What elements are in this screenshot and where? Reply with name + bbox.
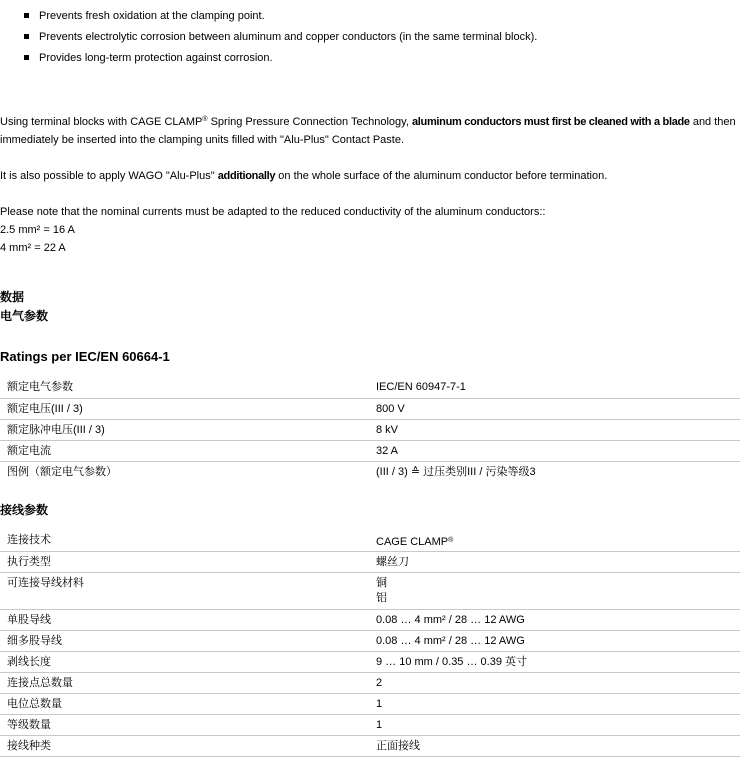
table-row: 接线种类 正面接线 — [0, 735, 740, 756]
connection-heading: 接线参数 — [0, 503, 49, 517]
ratings-table — [0, 377, 740, 482]
table-row: 额定电压(III / 3) 800 V — [0, 398, 740, 419]
nominal-current-note: Please note that the nominal currents must be adapted to the reduced conductivity of the aluminum conductors:: 2.5 mm² = 16 A 4 mm² = 22 A — [0, 206, 546, 254]
table-row: 细多股导线 0.08 … 4 mm² / 28 … 12 AWG — [0, 630, 740, 651]
table-row: 额定脉冲电压(III / 3) 8 kV — [0, 419, 740, 440]
bullet-item: Provides long-term protection against corrosion. — [24, 51, 537, 72]
connection-table — [0, 530, 740, 757]
table-row: 图例（额定电气参数） (III / 3) ≙ 过压类别III / 污染等级3 — [7, 465, 536, 478]
ratings-heading: Ratings per IEC/EN 60664-1 — [0, 349, 170, 364]
table-row: 等级数量 1 — [0, 714, 740, 735]
cleaning-instruction-paragraph: Using terminal blocks with CAGE CLAMP® Spring Pressure Connection Technology, aluminum conductors must first be cleaned with a blade and then immediately be inserted into the clamping units filled with "Alu-Plus" Contact Paste. — [0, 116, 736, 146]
square-bullet-icon — [24, 34, 29, 39]
square-bullet-icon — [24, 13, 29, 18]
table-row: 额定电流 32 A — [0, 440, 740, 461]
table-row: 额定电气参数 IEC/EN 60947-7-1 — [0, 377, 740, 398]
alu-plus-paragraph: It is also possible to apply WAGO "Alu-Plus" additionally on the whole surface of the aluminum conductor before termination. — [0, 170, 608, 182]
bullet-item: Prevents electrolytic corrosion between aluminum and copper conductors (in the same terminal block). — [24, 30, 537, 51]
data-heading: 数据 — [0, 290, 25, 304]
bullet-item: Prevents fresh oxidation at the clamping point. — [24, 9, 537, 30]
table-row: 电位总数量 1 — [0, 693, 740, 714]
table-row: 可连接导线材料 铜 铝 — [0, 572, 740, 609]
table-row: 连接技术 CAGE CLAMP® — [0, 530, 740, 551]
feature-bullet-list — [24, 9, 537, 72]
table-row: 执行类型 螺丝刀 — [0, 551, 740, 572]
square-bullet-icon — [24, 55, 29, 60]
electrical-heading: 电气参数 — [0, 309, 49, 323]
table-row: 连接点总数量 2 — [0, 672, 740, 693]
table-row: 单股导线 0.08 … 4 mm² / 28 … 12 AWG — [0, 609, 740, 630]
table-row: 剥线长度 9 … 10 mm / 0.35 … 0.39 英寸 — [0, 651, 740, 672]
